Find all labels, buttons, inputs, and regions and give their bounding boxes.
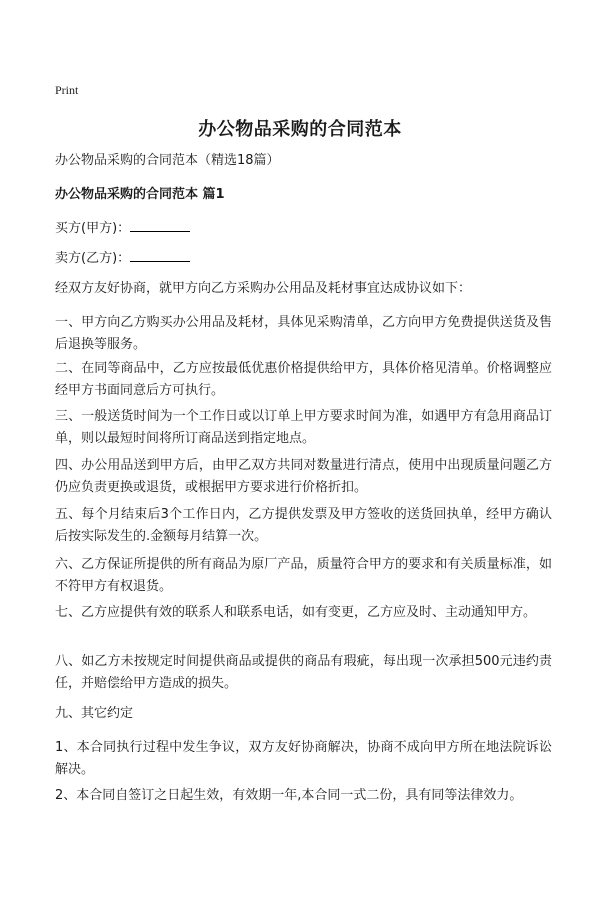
clause-9-item-2: 2、本合同自签订之日起生效，有效期一年,本合同一式二份，具有同等法律效力。 bbox=[55, 788, 523, 803]
buyer-label: 买方(甲方)： bbox=[55, 221, 131, 236]
seller-blank bbox=[130, 248, 190, 262]
print-link[interactable]: Print bbox=[55, 83, 79, 97]
clause-2: 二、在同等商品中，乙方应按最低优惠价格提供给甲方，具体价格见清单。价格调整应经甲方书面同意后方可执行。 bbox=[55, 361, 552, 398]
clause-9-item-1: 1、本合同执行过程中发生争议，双方友好协商解决，协商不成向甲方所在地法院诉讼解决。 bbox=[55, 740, 552, 777]
buyer-line bbox=[55, 218, 550, 240]
seller-line bbox=[55, 248, 550, 270]
document-subtitle: 办公物品采购的合同范本（精选18篇） bbox=[55, 153, 280, 168]
clause-3: 三、一般送货时间为一个工作日或以订单上甲方要求时间为准，如遇甲方有急用商品订单，则以最短时间将所订商品送到指定地点。 bbox=[55, 409, 552, 446]
clause-8: 八、如乙方未按规定时间提供商品或提供的商品有瑕疵，每出现一次承担500元违约责任，并赔偿给甲方造成的损失。 bbox=[55, 654, 552, 691]
clause-5: 五、每个月结束后3个工作日内，乙方提供发票及甲方签收的送货回执单，经甲方确认后按实际发生的.金额每月结算一次。 bbox=[55, 507, 552, 544]
intro-paragraph: 经双方友好协商，就甲方向乙方采购办公用品及耗材事宜达成协议如下： bbox=[55, 281, 472, 296]
clause-9-heading: 九、其它约定 bbox=[55, 706, 134, 721]
clause-7: 七、乙方应提供有效的联系人和联系电话，如有变更，乙方应及时、主动通知甲方。 bbox=[55, 605, 537, 620]
clause-1: 一、甲方向乙方购买办公用品及耗材，具体见采购清单，乙方向甲方免费提供送货及售后退换等服务。 bbox=[55, 315, 552, 352]
section-heading: 办公物品采购的合同范本 篇1 bbox=[55, 187, 225, 202]
clause-4: 四、办公用品送到甲方后，由甲乙双方共同对数量进行清点，使用中出现质量问题乙方仍应负责更换或退货，或根据甲方要求进行价格折扣。 bbox=[55, 458, 552, 495]
buyer-blank bbox=[130, 218, 190, 232]
seller-label: 卖方(乙方)： bbox=[55, 251, 131, 266]
document-title: 办公物品采购的合同范本 bbox=[198, 119, 402, 140]
clause-6: 六、乙方保证所提供的所有商品为原厂产品，质量符合甲方的要求和有关质量标准，如不符甲方有权退货。 bbox=[55, 557, 552, 594]
